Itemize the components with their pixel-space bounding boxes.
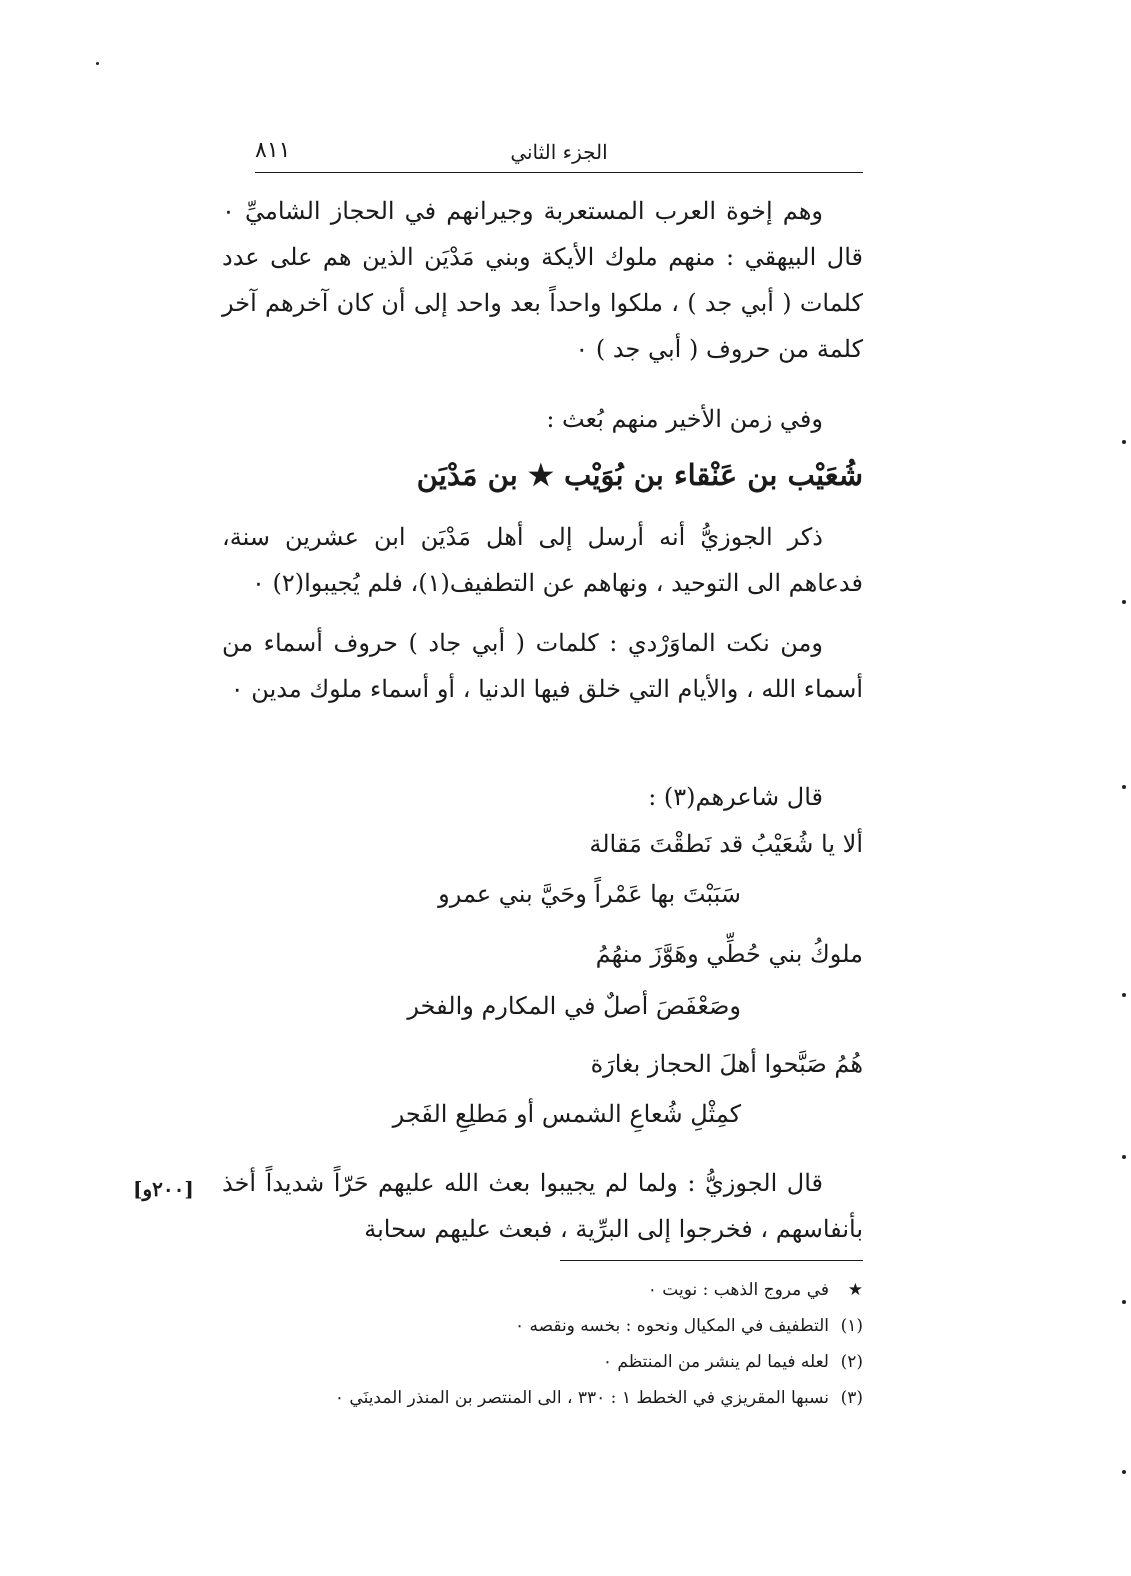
verse-1-first-hemistich: ألا يا شُعَيْبُ قد نَطقْتَ مَقالة bbox=[589, 830, 863, 858]
footnote-mark: ★ bbox=[847, 1280, 863, 1300]
footnote-text: التطفيف في المكيال ونحوه : بخسه ونقصه ٠ bbox=[514, 1316, 829, 1336]
paragraph-3-text: ذكر الجوزيُّ أنه أرسل إلى أهل مَدْيَن ابن عشرين سنة، فدعاهم الى التوحيد ، ونهاهم عن التطفيف(١)، فلم يُجيبوا(٢) ٠ bbox=[222, 523, 863, 597]
page-number: ٨١١ bbox=[255, 138, 291, 163]
footnote-text: لعله فيما لم ينشر من المنتظم ٠ bbox=[602, 1352, 829, 1372]
scan-speck bbox=[1122, 785, 1126, 789]
paragraph-2 bbox=[222, 396, 863, 442]
footnote-mark: (٢) bbox=[840, 1352, 863, 1372]
scan-speck bbox=[1122, 440, 1126, 444]
footnote bbox=[222, 1344, 863, 1380]
scan-speck bbox=[1122, 1300, 1126, 1304]
paragraph-6 bbox=[222, 1160, 863, 1252]
paragraph-6-text: قال الجوزيُّ : ولما لم يجيبوا بعث الله عليهم حَرّاً شديداً أخذ بأنفاسهم ، فخرجوا إلى البرِّية ، فبعث عليهم سحابة bbox=[222, 1169, 863, 1243]
footnote bbox=[222, 1272, 863, 1308]
paragraph-3 bbox=[222, 514, 863, 606]
paragraph-4 bbox=[222, 620, 863, 712]
footnote bbox=[222, 1380, 863, 1416]
scan-speck bbox=[1122, 1155, 1126, 1159]
scan-speck bbox=[1122, 600, 1126, 604]
footnotes bbox=[222, 1272, 863, 1416]
page-header bbox=[255, 138, 863, 174]
scan-speck bbox=[96, 62, 99, 65]
verse-2-first-hemistich: ملوكُ بني حُطِّي وهَوَّزَ منهُمُ bbox=[595, 940, 863, 968]
verse-3-first-hemistich: هُمُ صَبَّحوا أهلَ الحجاز بغارَة bbox=[590, 1050, 863, 1078]
footnote-text: في مروج الذهب : نويت ٠ bbox=[647, 1280, 829, 1300]
paragraph-2-text: وفي زمن الأخير منهم بُعث : bbox=[546, 405, 823, 433]
verse-3-second-hemistich: كمِثْلِ شُعاعِ الشمس أو مَطلِعِ الفَجر bbox=[392, 1100, 741, 1128]
verse-2-second-hemistich: وصَعْفَصَ أصلٌ في المكارم والفخر bbox=[407, 992, 741, 1020]
margin-folio-note: [٢٠٠و] bbox=[133, 1177, 194, 1201]
scan-speck bbox=[1122, 1470, 1126, 1474]
section-heading: شُعَيْب بن عَنْقاء بن بُوَيْب ★ بن مَدْيَن bbox=[416, 458, 863, 492]
paragraph-5 bbox=[222, 774, 863, 820]
paragraph-5-text: قال شاعرهم(٣) : bbox=[648, 783, 823, 811]
paragraph-1-text: وهم إخوة العرب المستعربة وجيرانهم في الحجاز الشاميِّ ٠ قال البيهقي : منهم ملوك الأيكة وبني مَدْيَن الذين هم على عدد كلمات ( أبي جد ) ، ملكوا واحداً بعد واحد إلى أن كان آخرهم آخر كلمة من حروف ( أبي جد ) ٠ bbox=[222, 197, 863, 363]
footnote-mark: (١) bbox=[840, 1316, 863, 1336]
scan-speck bbox=[1122, 993, 1126, 997]
footnote bbox=[222, 1308, 863, 1344]
footnote-rule bbox=[560, 1260, 863, 1261]
footnote-mark: (٣) bbox=[840, 1388, 863, 1408]
footnote-text: نسبها المقريزي في الخطط ١ : ٣٣٠ ، الى المنتصر بن المنذر المدينَي ٠ bbox=[334, 1388, 829, 1408]
verse-1-second-hemistich: سَبَبْتَ بها عَمْراً وحَيَّ بني عمرو bbox=[438, 880, 741, 908]
paragraph-4-text: ومن نكت الماوَرْدي : كلمات ( أبي جاد ) حروف أسماء من أسماء الله ، والأيام التي خلق فيها الدنيا ، أو أسماء ملوك مدين ٠ bbox=[222, 629, 863, 703]
running-title: الجزء الثاني bbox=[510, 140, 608, 164]
header-rule bbox=[255, 172, 863, 173]
paragraph-1 bbox=[222, 188, 863, 372]
